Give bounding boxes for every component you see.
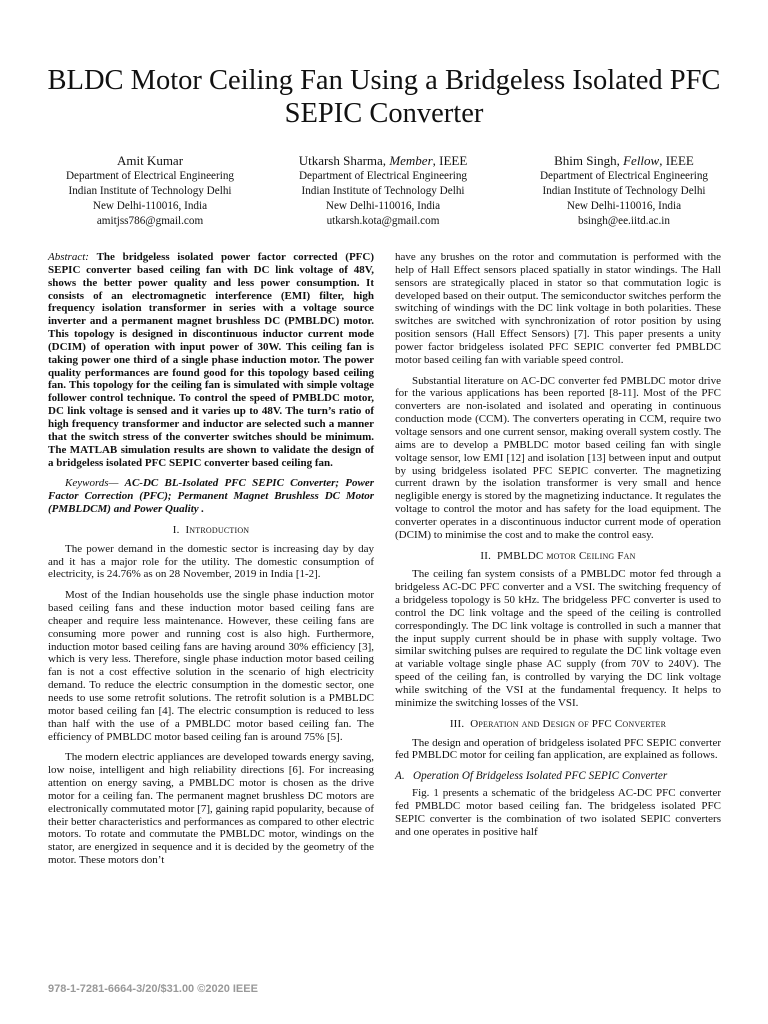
- author-membership: Fellow: [623, 153, 660, 168]
- author-city: New Delhi-110016, India: [325, 200, 441, 212]
- author-name-line: [272, 152, 494, 169]
- author-block: [272, 152, 494, 229]
- paragraph: The power demand in the domestic sector is increasing day by day and it has a major role for the utility. The domestic consumption of electricity, is 24.76% as on 28 November, 2019 in India [1-2].: [48, 542, 374, 581]
- left-column: [48, 251, 374, 875]
- author-institution: Indian Institute of Technology Delhi: [542, 185, 706, 197]
- author-email: bsingh@ee.iitd.ac.in: [577, 215, 670, 227]
- section-title: Introduction: [185, 523, 250, 536]
- author-institution: Indian Institute of Technology Delhi: [301, 185, 465, 197]
- author-name: Amit Kumar: [116, 153, 184, 168]
- paragraph: Substantial literature on AC-DC converter fed PMBLDC motor drive for the various applications has been reported [8-11]. Most of the PFC converters are non-isolated and isolated and operating in continuous conduction mode (CCM). The converters operating in CCM, require two voltage sensors and one current sensor, making overall system costly. The aims are to develop a PMBLDC motor based ceiling fan with single voltage sensor, low EMI [12] and isolation [13] between input and output by using bridgeless isolated PFC SEPIC converter. The magnetizing current drawn by the isolation transformer is very small and hence negligible energy is stored by the magnetizing inductance. It regulates the voltage to control the motor and has safety for the load equipment. The converter operates in a discontinuous inductor current mode of operation (DCIM) to minimise the cost and to make the control easy.: [395, 374, 721, 541]
- paragraph: The modern electric appliances are developed towards energy saving, low noise, intelligent and high reliability directions [6]. For increasing attention on energy saving, a PMBLDC motor is chosen as the drive motor for a ceiling fan. The permanent magnet brushless DC motors are electronically commutated motor [7], gaining rapid popularity, because of their better characteristics and performances as compared to other electric motors. To rotate and commutate the PMBLDC motor, windings on the stator, are energized in sequence and it is decided by the geometry of the motor. These motors don’t: [48, 751, 374, 867]
- paragraph: The design and operation of bridgeless isolated PFC SEPIC converter fed PMBLDC motor for ceiling fan application, are explained as follows.: [395, 736, 721, 762]
- section-number: III.: [449, 717, 465, 730]
- author-block: [40, 152, 260, 229]
- abstract: [48, 251, 374, 469]
- author-name: Bhim Singh,: [554, 153, 620, 168]
- author-membership: Member: [389, 153, 433, 168]
- author-society: , IEEE: [432, 153, 468, 168]
- subsection-label: A.: [395, 770, 405, 783]
- paragraph: The ceiling fan system consists of a PMBLDC motor fed through a bridgeless AC-DC PFC converter and a VSI. The switching frequency of a bridgeless topology is 50 kHz. The bridgeless PFC converter is used to control the DC link voltage and the speed of the ceiling is controlled correspondingly. The DC link voltage is controlled in such a manner that the input supply current should be in phase with supply voltage. Two similar switching pulses are required to regulate the DC link voltage even at variable voltage single phase AC supply (from 70V to 240V). The speed of the ceiling fan, is controlled by varying the DC link voltage while switching of the VSI at the fundamental frequency. It helps to minimize the switching losses of the VSI.: [395, 568, 721, 709]
- section-heading-pmbldc: [395, 550, 721, 563]
- author-city: New Delhi-110016, India: [566, 200, 682, 212]
- author-department: Department of Electrical Engineering: [298, 170, 468, 182]
- author-block: [510, 152, 738, 229]
- keywords: [48, 477, 374, 516]
- author-department: Department of Electrical Engineering: [65, 170, 235, 182]
- paper-title: BLDC Motor Ceiling Fan Using a Bridgeless Isolated PFC SEPIC Converter: [47, 65, 721, 129]
- subsection-title: Operation Of Bridgeless Isolated PFC SEPIC Converter: [413, 770, 668, 783]
- paragraph: Most of the Indian households use the single phase induction motor based ceiling fans and these induction motor based ceiling fans are cheaper and require less maintenance. However, these ceiling fans are consuming more power and running cost is also high. Furthermore, induction motor based ceiling fans are having around 30% efficiency [3], which is very less. Therefore, single phase induction motor based ceiling fan is not a cost effective solution in the scenario of high electricity demand. To reduce the electric consumption in the domestic sector, one needs to use some retrofit solutions. The retrofit solution is a PMBLDC motor based ceiling fan [4]. The electric consumption is reduced to less than half with the use of a PMBLDC motor based ceiling fan. The efficiency of PMBLDC motor based ceiling fan is around 75% [5].: [48, 589, 374, 743]
- section-title: PMBLDC motor Ceiling Fan: [496, 549, 636, 562]
- author-email: amitjss786@gmail.com: [96, 215, 204, 227]
- section-heading-introduction: [48, 524, 374, 537]
- abstract-label: Abstract:: [48, 251, 89, 263]
- section-number: II.: [480, 549, 492, 562]
- copyright-footer: 978-1-7281-6664-3/20/$31.00 ©2020 IEEE: [48, 983, 258, 995]
- author-city: New Delhi-110016, India: [92, 200, 208, 212]
- keywords-label: Keywords—: [65, 477, 119, 490]
- keywords-text: AC-DC BL-Isolated PFC SEPIC Converter; Power Factor Correction (PFC); Permanent Magnet Brushless DC Motor (PMBLDCM) and Power Quality .: [48, 477, 375, 516]
- author-email: utkarsh.kota@gmail.com: [326, 215, 440, 227]
- section-title: Operation and Design of PFC Converter: [470, 717, 667, 730]
- author-institution: Indian Institute of Technology Delhi: [68, 185, 232, 197]
- paragraph: have any brushes on the rotor and commutation is performed with the help of Hall Effect sensors placed spatially in stator windings. The Hall sensors are strategically placed in stator so that commutation logic is developed based on their output. The semiconductor switches perform the switching of windings with the DC link voltage in both polarities. These switches are switched with synchronization of rotor position by using position sensors (Hall Effect Sensors) [7]. This paper presents a unity power factor bridgeless isolated PFC SEPIC converter fed PMBLDC motor based ceiling fan with variable speed control.: [395, 251, 721, 366]
- author-name: Utkarsh Sharma,: [298, 153, 387, 168]
- author-name-line: [510, 152, 738, 169]
- paragraph: Fig. 1 presents a schematic of the bridgeless AC-DC PFC converter fed PMBLDC motor based ceiling fan. The bridgeless isolated PFC SEPIC converter is the combination of two isolated SEPIC converters and one operates in positive half: [395, 787, 721, 838]
- section-number: I.: [172, 523, 180, 536]
- abstract-text: The bridgeless isolated power factor corrected (PFC) SEPIC converter based ceiling fan with DC link voltage of 48V, shows the better power quality and less power consumption. It consists of an electromagnetic interference (EMI) filter, high frequency isolation transformer in series with a voltage source inverter and a permanent magnet brushless DC (PMBLDC) motor. This topology is designed in discontinuous inductor current mode (DCIM) of operation with input power of 30W. This ceiling fan is taking power one third of a single phase induction motor. The power quality performances are found good for this topology based ceiling fan. This topology for the ceiling fan is simulated with simple voltage follower control technique. To control the speed of PMBLDC motor, DC link voltage is sensed and it varies up to 48V. The turn’s ratio of high frequency transformer and inductor are selected such a manner that the switch stress of the converter switches should be minimum. The MATLAB simulation results are shown to validate the design of a bridgeless isolated PFC SEPIC converter based ceiling fan.: [48, 251, 374, 469]
- subsection-heading: [395, 770, 721, 783]
- author-department: Department of Electrical Engineering: [539, 170, 709, 182]
- author-society: , IEEE: [659, 153, 694, 168]
- right-column: [395, 251, 721, 846]
- section-heading-operation-design: [395, 718, 721, 731]
